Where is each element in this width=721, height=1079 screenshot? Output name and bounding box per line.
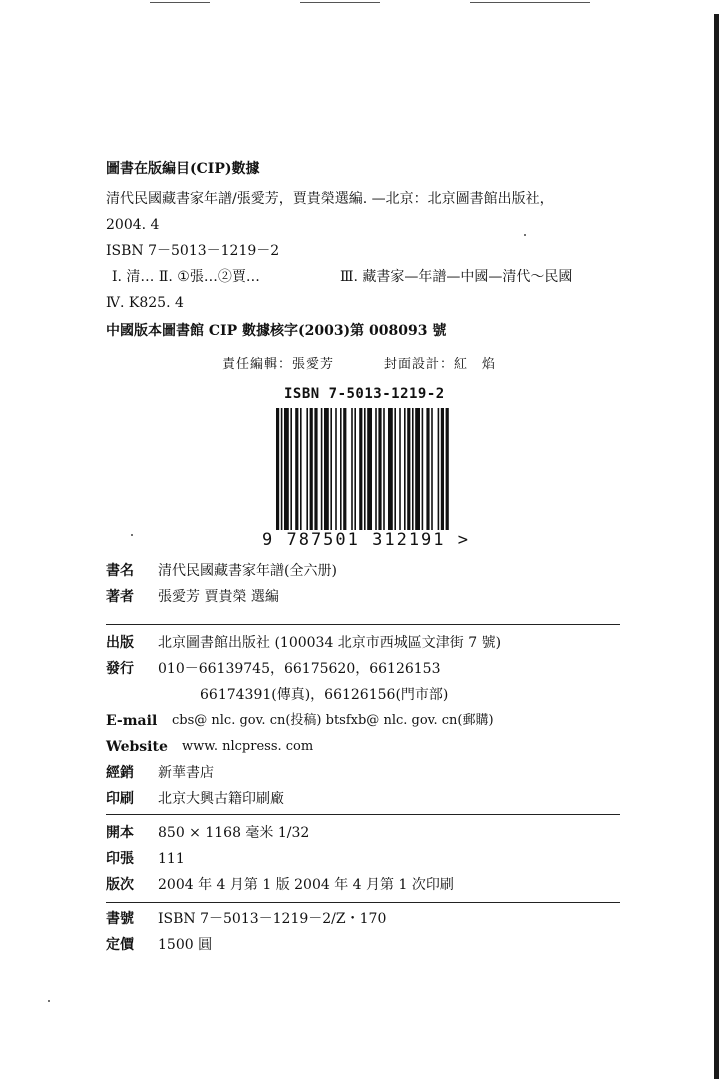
distribution-phones: 010－66139745，66175620，66126153 bbox=[158, 661, 441, 677]
barcode-bar bbox=[407, 408, 410, 536]
barcode-bar bbox=[378, 408, 381, 536]
format-value: 850 × 1168 毫米 1/32 bbox=[158, 825, 310, 841]
page-top-edge bbox=[0, 0, 721, 6]
website-label: Website bbox=[106, 739, 168, 755]
barcode-bar bbox=[306, 408, 308, 536]
email-label: E-mail bbox=[106, 713, 158, 729]
speck bbox=[48, 1000, 50, 1002]
price-value: 1500 圓 bbox=[158, 937, 213, 953]
book-authors: 張愛芳 賈貴榮 選編 bbox=[158, 589, 279, 605]
barcode-bar bbox=[383, 408, 385, 536]
divider bbox=[106, 624, 620, 625]
barcode-bar bbox=[415, 408, 420, 536]
barcode-bar bbox=[324, 408, 329, 536]
printer-value: 北京大興古籍印刷廠 bbox=[158, 791, 284, 807]
barcode-bar bbox=[330, 408, 332, 536]
author-label: 著者 bbox=[106, 589, 134, 605]
book-code-label: 書號 bbox=[106, 911, 134, 927]
distribution-fax: 66174391(傳真)，66126156(門市部) bbox=[200, 687, 449, 703]
title-label: 書名 bbox=[106, 563, 134, 579]
seller-label: 經銷 bbox=[106, 765, 134, 781]
cip-clc: Ⅳ. K825. 4 bbox=[106, 295, 184, 311]
publisher-label: 出版 bbox=[106, 635, 134, 651]
barcode-bar bbox=[340, 408, 342, 536]
seller-value: 新華書店 bbox=[158, 765, 214, 781]
edition-value: 2004 年 4 月第 1 版 2004 年 4 月第 1 次印刷 bbox=[158, 877, 454, 893]
barcode-bar bbox=[335, 408, 337, 536]
barcode-bar bbox=[295, 408, 298, 536]
cip-date-line: 2004. 4 bbox=[106, 217, 160, 233]
cip-heading: 圖書在版編目(CIP)數據 bbox=[106, 161, 260, 177]
cip-isbn: ISBN 7－5013－1219－2 bbox=[106, 243, 280, 259]
cip-classify-right: Ⅲ. 藏書家—年譜—中國—清代～民國 bbox=[340, 269, 573, 285]
edition-label: 版次 bbox=[106, 877, 134, 893]
barcode-bar bbox=[364, 408, 366, 536]
speck bbox=[131, 534, 133, 536]
barcode-bar bbox=[343, 408, 346, 536]
speck bbox=[524, 234, 526, 236]
barcode-bar bbox=[367, 408, 372, 536]
barcode-bar bbox=[412, 408, 414, 536]
email-value: cbs@ nlc. gov. cn(投稿) btsfxb@ nlc. gov. cn(郵購) bbox=[172, 713, 494, 728]
barcode-bar bbox=[321, 408, 323, 536]
barcode-bar bbox=[276, 408, 279, 536]
barcode-bar bbox=[394, 408, 396, 536]
responsible-editor: 責任編輯：張愛芳 bbox=[222, 357, 335, 372]
cip-classify-left: Ⅰ. 清… Ⅱ. ①張…②賈… bbox=[112, 269, 260, 285]
barcode-bar bbox=[314, 408, 317, 536]
barcode-bar bbox=[426, 408, 429, 536]
distribution-label: 發行 bbox=[106, 661, 134, 677]
cover-designer: 封面設計：紅 焰 bbox=[384, 357, 497, 372]
divider bbox=[106, 814, 620, 815]
barcode-bar bbox=[399, 408, 401, 536]
barcode-bar bbox=[281, 408, 283, 536]
barcode-bar bbox=[446, 408, 449, 536]
barcode-bar bbox=[422, 408, 424, 536]
scan-mark bbox=[300, 2, 380, 3]
publisher-value: 北京圖書館出版社 (100034 北京市西城區文津街 7 號) bbox=[158, 635, 502, 651]
website-value: www. nlcpress. com bbox=[182, 739, 314, 754]
scan-mark bbox=[470, 2, 590, 3]
printer-label: 印刷 bbox=[106, 791, 134, 807]
barcode-bar bbox=[300, 408, 302, 536]
barcode-bar bbox=[441, 408, 444, 536]
sheets-value: 111 bbox=[158, 851, 185, 867]
barcode-bar bbox=[388, 408, 393, 536]
cip-title-line: 清代民國藏書家年譜/張愛芳，賈貴榮選編. —北京：北京圖書館出版社， bbox=[106, 191, 554, 207]
price-label: 定價 bbox=[106, 937, 134, 953]
cip-number: 中國版本圖書館 CIP 數據核字(2003)第 008093 號 bbox=[106, 323, 447, 339]
barcode-bars bbox=[276, 408, 452, 536]
page-right-edge bbox=[714, 14, 719, 1079]
book-title: 清代民國藏書家年譜(全六册) bbox=[158, 563, 337, 579]
scan-mark bbox=[150, 2, 210, 3]
sheets-label: 印張 bbox=[106, 851, 134, 867]
barcode-bar bbox=[354, 408, 356, 536]
barcode-bar bbox=[310, 408, 313, 536]
barcode-bar bbox=[438, 408, 440, 536]
barcode-bar bbox=[375, 408, 377, 536]
format-label: 開本 bbox=[106, 825, 134, 841]
isbn-barcode bbox=[262, 384, 472, 556]
book-code-value: ISBN 7－5013－1219－2/Z・170 bbox=[158, 911, 387, 927]
barcode-bar bbox=[351, 408, 353, 536]
barcode-bar bbox=[431, 408, 433, 536]
divider bbox=[106, 902, 620, 903]
barcode-bar bbox=[404, 408, 406, 536]
barcode-isbn-text: ISBN 7-5013-1219-2 bbox=[284, 386, 445, 402]
barcode-bar bbox=[284, 408, 289, 536]
barcode-bar bbox=[290, 408, 292, 536]
barcode-bar bbox=[359, 408, 362, 536]
barcode-digits: 9 787501 312191 > bbox=[262, 530, 470, 550]
